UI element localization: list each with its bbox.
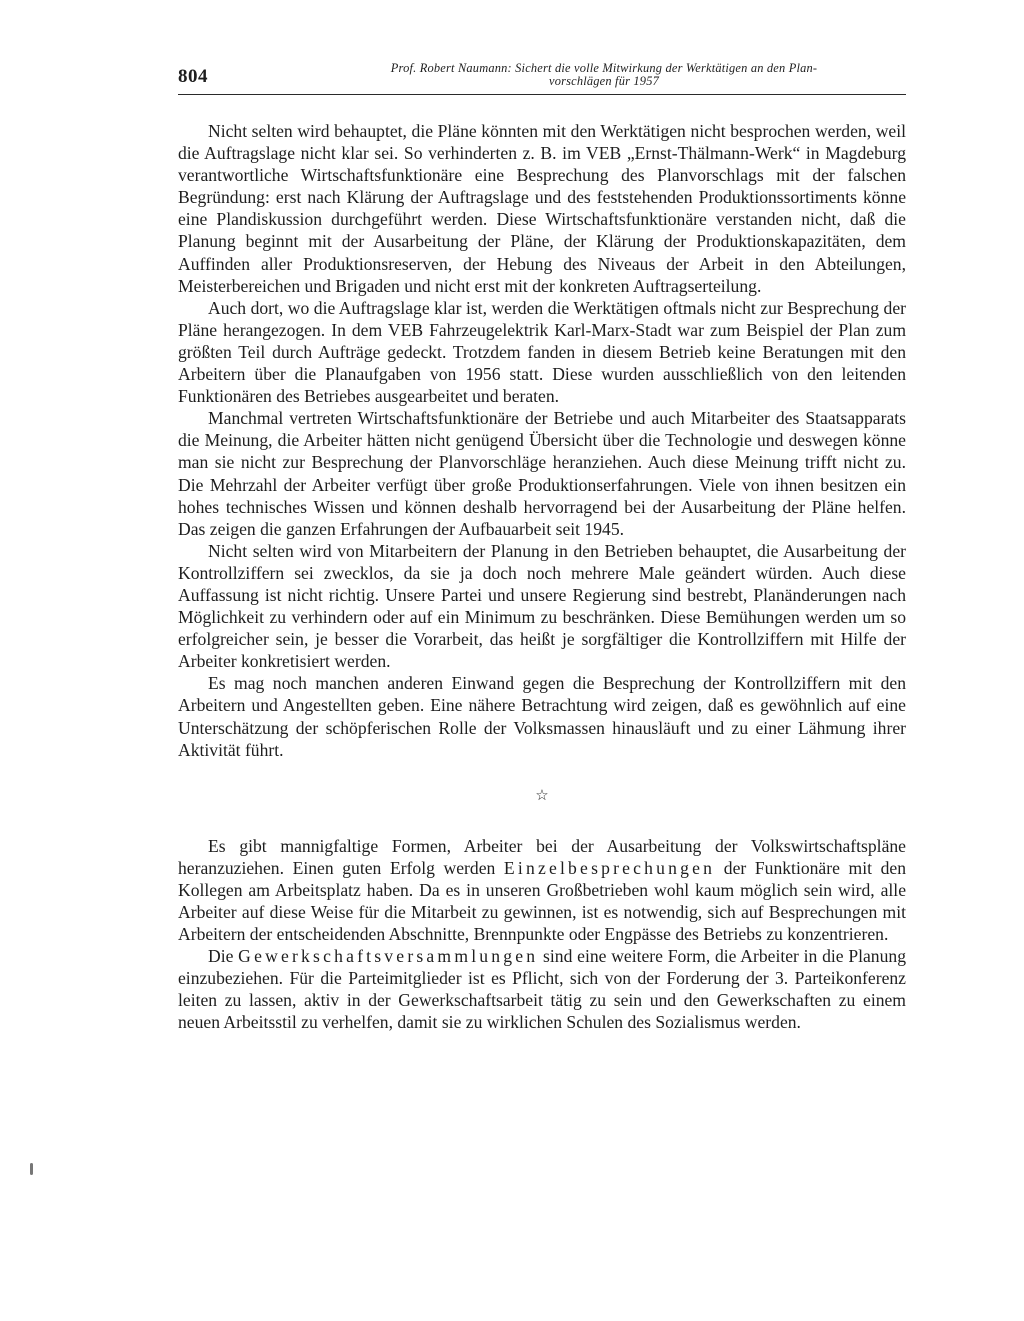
paragraph-4: Nicht selten wird von Mitarbeitern der Planung in den Betrieben behauptet, die Ausarbeitung der Kontrollziffern sei zwecklos, da sie ja doch noch mehrere Male geändert würden. Auch diese Auffassung ist nicht richtig. Unsere Partei und unsere Regierung sind bestrebt, Planänderungen nach Möglichkeit zu verhindern oder auf ein Minimum zu beschränken. Diese Bemühungen werden um so erfolgreicher sein, je besser die Vorarbeit, das heißt je sorgfältiger die Kontrollziffern mit Hilfe der Arbeiter konkretisiert werden. xyxy=(178,540,906,672)
paragraph-1: Nicht selten wird behauptet, die Pläne könnten mit den Werktätigen nicht besprochen werden, weil die Auftragslage nicht klar sei. So verhinderten z. B. im VEB „Ernst-Thälmann-Werk“ in Magdeburg verantwortliche Wirtschaftsfunktionäre eine Besprechung des Planvorschlags mit der falschen Begründung: erst nach Klärung der Auftragslage und des feststehenden Produktionssortiments könne eine Plandiskussion durchgeführt werden. Diese Wirtschaftsfunktionäre verstanden nicht, daß die Planung beginnt mit der Ausarbeitung der Pläne, der Klärung der Produktionskapazitäten, dem Auffinden aller Produktionsreserven, der Hebung des Niveaus der Arbeit in den Abteilungen, Meisterbereichen und Brigaden und nicht erst mit der konkreten Auftragserteilung. xyxy=(178,121,906,296)
paragraph-5: Es mag noch manchen anderen Einwand gegen die Besprechung der Kontrollziffern mit den Arbeitern und Angestellten geben. Eine nähere Betrachtung wird zeigen, daß es gewöhnlich auf eine Unterschätzung der schöpferischen Rolle der Volksmassen hinausläuft und zu einer Lähmung ihrer Aktivität führt. xyxy=(178,673,906,760)
paragraph-7-text-a: Die xyxy=(208,946,239,967)
margin-mark xyxy=(30,1163,33,1175)
paragraph-7 xyxy=(178,945,906,1033)
paragraph-6-text-b: der Funktionäre mit den Kollegen am Arbeitsplatz haben. Da es in unseren Großbetrieben wohl kaum möglich sein wird, alle Arbeiter auf diese Weise für die Mitarbeit zu gewinnen, ist es notwendig, sich auf Besprechungen mit Arbeitern der entscheidenden Abschnitte, Brennpunkte oder Engpässe des Betriebs zu konzentrieren. xyxy=(178,857,907,945)
paragraph-2: Auch dort, wo die Auftragslage klar ist, werden die Werktätigen oftmals nicht zur Besprechung der Pläne herangezogen. In dem VEB Fahrzeugelektrik Karl-Marx-Stadt war zum Beispiel der Plan zum größten Teil durch Aufträge gedeckt. Trotzdem fanden in diesem Betrieb keine Beratungen mit den Arbeitern über die Planaufgaben von 1956 statt. Diese wurden ausschließlich von den leitenden Funktionären des Betriebes ausgearbeitet und beraten. xyxy=(178,297,906,407)
paragraph-6-text-a: Es gibt mannigfaltige Formen, Arbeiter bei der Ausarbeitung der Volkswirtschaftspläne heranzuziehen. Einen guten Erfolg werden xyxy=(178,835,906,878)
emphasis-gewerkschaftsversammlungen: Gewerkschaftsversammlungen xyxy=(238,946,539,967)
page-number: 804 xyxy=(178,66,208,87)
paragraph-7-text-b: sind eine weitere Form, die Arbeiter in die Planung einzubeziehen. Für die Parteimitglieder ist es Pflicht, sich von der Forderung der 3. Parteikonferenz leiten zu lassen, aktiv in der Gewerkschaftsarbeit tätig zu sein und den Gewerkschaften zu einem neuen Arbeitsstil zu verhelfen, damit sie zu wirklichen Schulen des Sozialismus werden. xyxy=(178,946,906,1033)
paragraph-3: Manchmal vertreten Wirtschaftsfunktionäre der Betriebe und auch Mitarbeiter des Staatsapparats die Meinung, die Arbeiter hätten nicht genügend Übersicht über die Technologie und deswegen könne man sie nicht zur Besprechung der Planvorschläge heranziehen. Auch diese Meinung trifft nicht zu. Die Mehrzahl der Arbeiter verfügt über große Produktionserfahrungen. Viele von ihnen besitzen ein hohes technisches Wissen und können deshalb hervorragend bei der Ausarbeitung der Pläne helfen. Das zeigen die ganzen Erfahrungen der Aufbauarbeit seit 1945. xyxy=(178,408,906,539)
body-text xyxy=(178,120,906,1034)
page-header xyxy=(178,62,906,95)
running-head-line-2: vorschlägen für 1957 xyxy=(549,74,659,88)
running-head xyxy=(304,62,904,88)
paragraph-6 xyxy=(178,835,906,945)
section-separator-star: ☆ xyxy=(535,787,549,804)
running-head-line-1: Prof. Robert Naumann: Sichert die volle Mitwirkung der Werktätigen an den Plan- xyxy=(390,61,818,75)
emphasis-einzelbesprechungen: Einzelbesprechungen xyxy=(503,857,716,878)
